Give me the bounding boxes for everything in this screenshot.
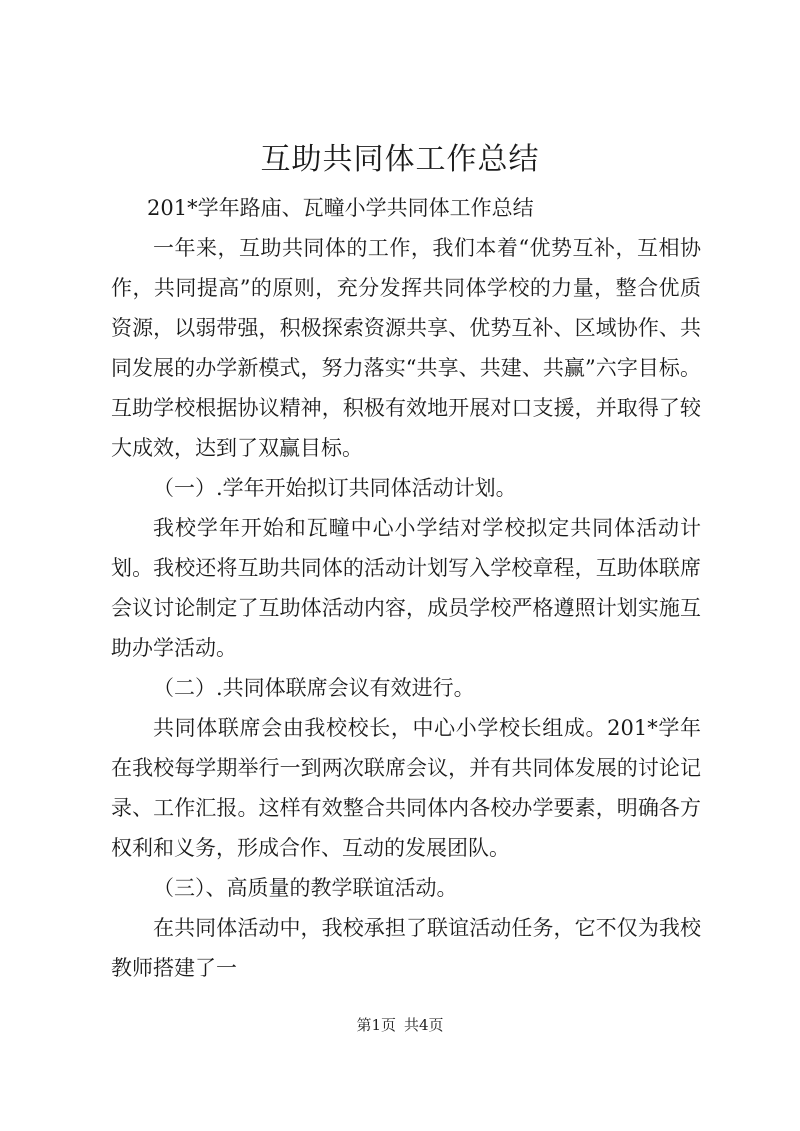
document-body [111, 188, 701, 988]
paragraph-intro: 一年来，互助共同体的工作，我们本着“优势互补，互相协作，共同提高”的原则，充分发挥共同体学校的力量，整合优质资源，以弱带强，积极探索资源共享、优势互补、区域协作、共同发展的办学新模式，努力落实“共享、共建、共赢”六字目标。互助学校根据协议精神，积极有效地开展对口支援，并取得了较大成效，达到了双赢目标。 [111, 236, 701, 460]
page-number: 第1页 [356, 1016, 396, 1034]
paragraph-section-1: 我校学年开始和瓦疃中心小学结对学校拟定共同体活动计划。我校还将互助共同体的活动计划写入学校章程，互助体联席会议讨论制定了互助体活动内容，成员学校严格遵照计划实施互助办学活动。 [111, 516, 701, 660]
section-heading-1: （一）.学年开始拟订共同体活动计划。 [153, 476, 517, 500]
paragraph-section-3: 在共同体活动中，我校承担了联谊活动任务，它不仅为我校教师搭建了一 [111, 916, 701, 980]
page-total: 共4页 [404, 1016, 444, 1034]
paragraph-section-2: 共同体联席会由我校校长，中心小学校长组成。201*学年在我校每学期举行一到两次联席会议，并有共同体发展的讨论记录、工作汇报。这样有效整合共同体内各校办学要素，明确各方权利和义务，形成合作、互动的发展团队。 [111, 716, 701, 860]
section-heading-3: （三）、高质量的教学联谊活动。 [153, 876, 458, 900]
page-footer [0, 1015, 800, 1035]
section-heading-2: （二）.共同体联席会议有效进行。 [153, 676, 475, 700]
paragraph-subtitle: 201*学年路庙、瓦疃小学共同体工作总结 [147, 196, 534, 220]
document-title: 互助共同体工作总结 [260, 142, 540, 177]
